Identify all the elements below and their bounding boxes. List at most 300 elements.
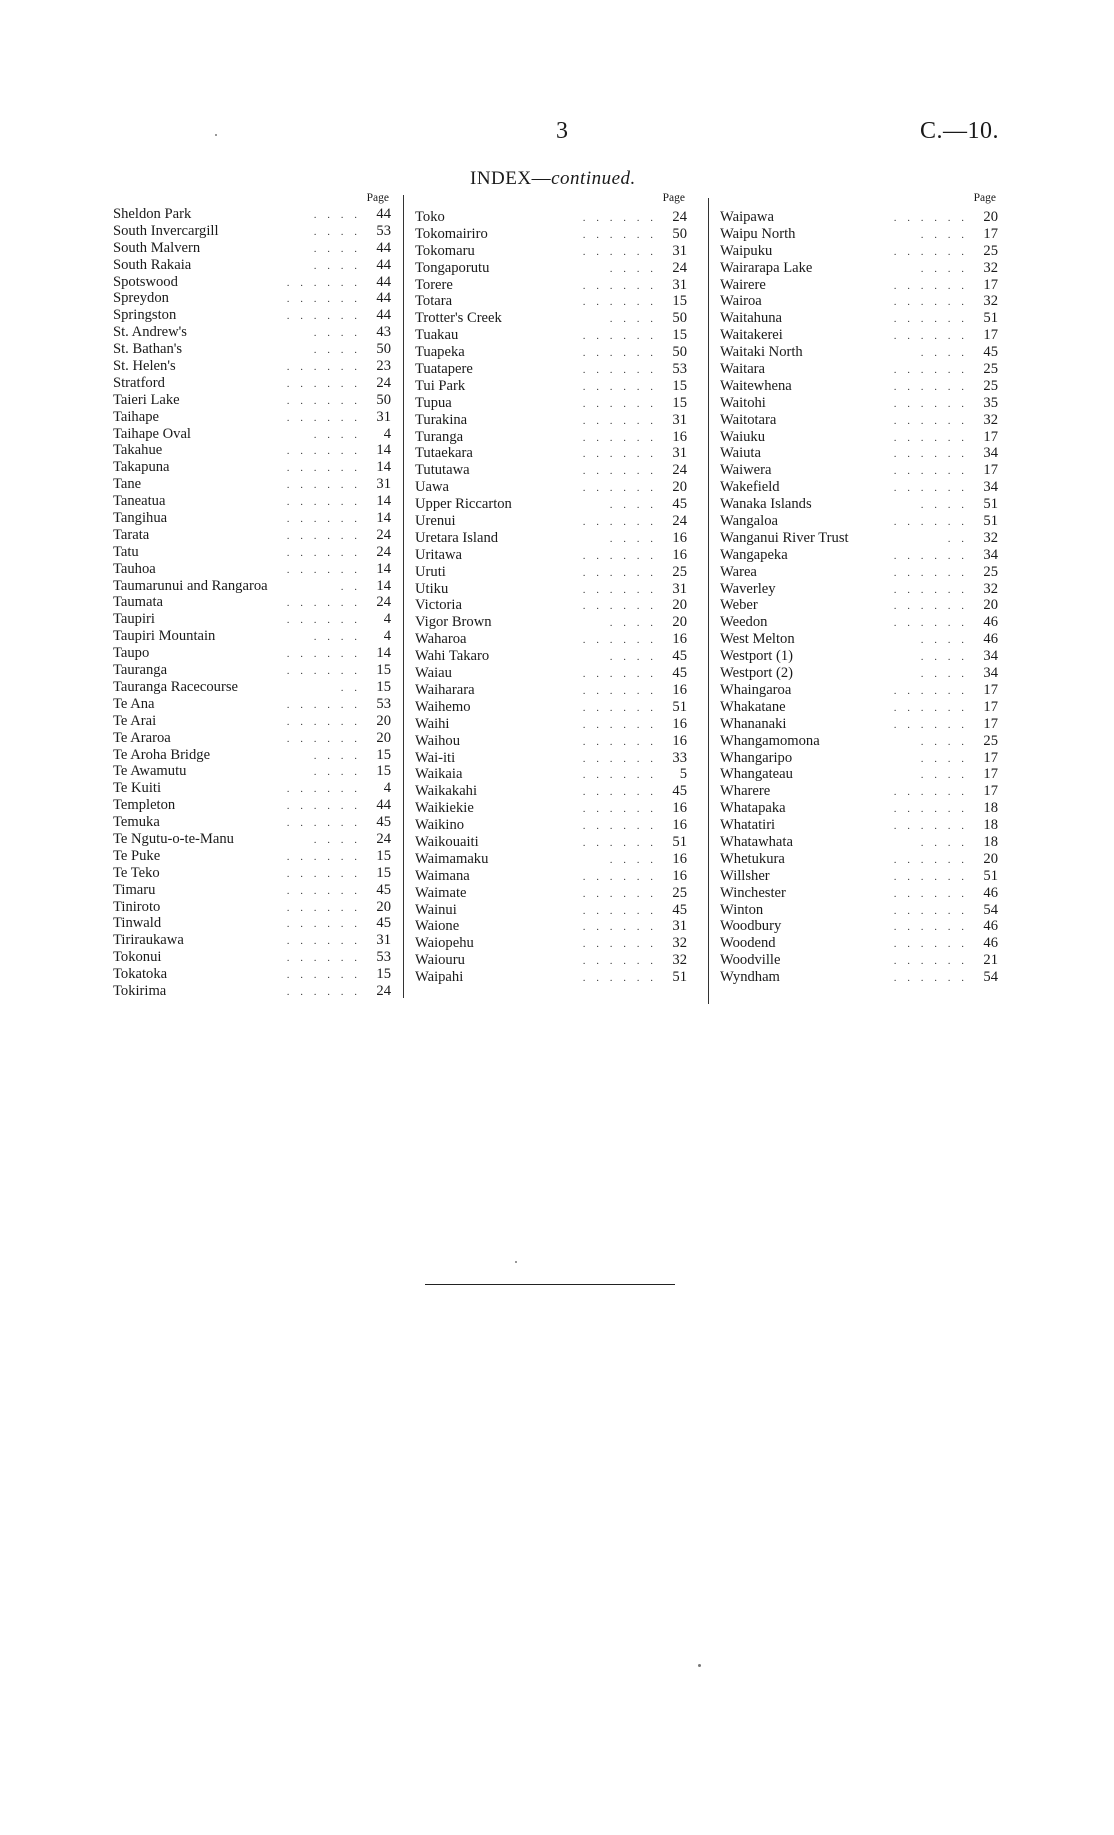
index-entry	[415, 665, 687, 682]
index-entry	[415, 750, 687, 767]
entry-name: Weber	[720, 597, 758, 614]
dot-leader: . . . . . .	[893, 600, 968, 613]
entry-name: Wairere	[720, 276, 766, 293]
entry-page-number: 4	[383, 611, 391, 628]
entry-page-number: 17	[983, 681, 998, 698]
entry-page-number: 20	[672, 479, 687, 496]
entry-name: Wakefield	[720, 479, 780, 496]
index-entry	[720, 631, 998, 648]
index-entry	[113, 442, 391, 459]
page-column-heading: Page	[662, 192, 685, 204]
entry-page-number: 50	[672, 225, 687, 242]
entry-name: Turanga	[415, 428, 464, 445]
entry-name: Whangaripo	[720, 749, 793, 766]
entry-name: Tokatoka	[113, 966, 168, 983]
dot-leader: . . . . . .	[286, 513, 361, 526]
entry-page-number: 15	[672, 394, 687, 411]
entry-name: Tuatapere	[415, 361, 473, 378]
entry-page-number: 16	[672, 631, 687, 648]
dot-leader: . . . . . .	[582, 583, 657, 596]
entry-page-number: 45	[376, 915, 391, 932]
entry-page-number: 16	[672, 732, 687, 749]
dot-leader: . . . . . .	[582, 938, 657, 951]
dot-leader: . . . . . .	[893, 786, 968, 799]
index-entry	[113, 290, 391, 307]
index-entry	[113, 797, 391, 814]
index-entry	[720, 935, 998, 952]
dot-leader: . . . . . .	[582, 600, 657, 613]
index-entry	[415, 310, 687, 327]
entry-page-number: 25	[672, 563, 687, 580]
index-entry	[720, 361, 998, 378]
index-entry	[415, 902, 687, 919]
dot-leader: . . . . . .	[286, 546, 361, 559]
entry-name: Tuakau	[415, 327, 459, 344]
entry-name: Taumarunui and Rangaroa	[113, 577, 268, 594]
dot-leader: . . . . . .	[286, 310, 361, 323]
entry-page-number: 15	[376, 678, 391, 695]
dot-leader: . . . .	[609, 651, 657, 664]
entry-page-number: 24	[672, 462, 687, 479]
index-entry	[720, 665, 998, 682]
entry-name: Woodville	[720, 952, 781, 969]
entry-page-number: 17	[983, 766, 998, 783]
dot-leader: . . . . . .	[893, 397, 968, 410]
dot-leader: . . . . . .	[286, 783, 361, 796]
entry-page-number: 15	[376, 847, 391, 864]
index-entry	[113, 594, 391, 611]
index-entry	[113, 865, 391, 882]
dot-leader: . . . . . .	[582, 431, 657, 444]
dot-leader: . . . . . .	[893, 870, 968, 883]
entry-page-number: 35	[983, 394, 998, 411]
index-entry	[415, 885, 687, 902]
dot-leader: . . . .	[313, 225, 361, 238]
entry-name: Uritawa	[415, 546, 463, 563]
index-entry	[720, 395, 998, 412]
index-entry	[415, 631, 687, 648]
entry-page-number: 14	[376, 442, 391, 459]
index-entry	[113, 307, 391, 324]
entry-name: Temuka	[113, 814, 160, 831]
end-rule	[425, 1284, 675, 1285]
entry-page-number: 25	[983, 377, 998, 394]
entry-page-number: 17	[983, 327, 998, 344]
index-entry	[113, 223, 391, 240]
dot-leader: . . . . . .	[286, 935, 361, 948]
entry-name: Te Teko	[113, 864, 160, 881]
entry-name: Tokirima	[113, 982, 167, 999]
dot-leader: . . . . . .	[286, 648, 361, 661]
index-entry	[113, 628, 391, 645]
entry-page-number: 44	[376, 239, 391, 256]
dot-leader: . . . . . .	[582, 380, 657, 393]
entry-name: Taupiri Mountain	[113, 628, 216, 645]
entry-name: Waitohi	[720, 394, 766, 411]
dot-leader: . . . . . .	[582, 887, 657, 900]
entry-name: Wai-iti	[415, 749, 456, 766]
entry-name: Whangateau	[720, 766, 793, 783]
dot-leader: . . . . . .	[286, 969, 361, 982]
entry-name: Waimate	[415, 884, 467, 901]
entry-name: Uruti	[415, 563, 446, 580]
dot-leader: . . . . . .	[582, 245, 657, 258]
index-entry	[113, 611, 391, 628]
entry-name: West Melton	[720, 631, 795, 648]
index-entry	[720, 344, 998, 361]
entry-name: Waikakahi	[415, 783, 478, 800]
index-entry	[415, 800, 687, 817]
entry-name: Whaingaroa	[720, 681, 792, 698]
entry-name: Taihape	[113, 408, 159, 425]
entry-page-number: 20	[983, 850, 998, 867]
entry-page-number: 31	[672, 242, 687, 259]
dot-leader: . . . .	[920, 499, 968, 512]
dot-leader: . . . .	[313, 833, 361, 846]
entry-name: Westport (2)	[720, 665, 793, 682]
dot-leader: . . . . . .	[582, 364, 657, 377]
entry-page-number: 16	[672, 850, 687, 867]
entry-name: Whakatane	[720, 698, 786, 715]
entry-page-number: 4	[383, 780, 391, 797]
entry-name: Waipawa	[720, 209, 774, 225]
dot-leader: . . . . . .	[582, 668, 657, 681]
index-entry	[113, 459, 391, 476]
entry-name: Tarata	[113, 526, 150, 543]
index-entry	[113, 392, 391, 409]
entry-name: Winchester	[720, 884, 786, 901]
entry-name: Wanganui River Trust	[720, 529, 849, 546]
entry-name: Warea	[720, 563, 757, 580]
entry-name: Waiuku	[720, 428, 766, 445]
entry-page-number: 32	[983, 293, 998, 310]
entry-name: Totara	[415, 293, 453, 310]
entry-page-number: 31	[672, 276, 687, 293]
index-entry	[720, 209, 998, 226]
dot-leader: . . . . . .	[893, 887, 968, 900]
dot-leader: . . . .	[920, 668, 968, 681]
entry-name: Tiriraukawa	[113, 932, 184, 949]
index-entry	[720, 733, 998, 750]
entry-name: Upper Riccarton	[415, 496, 512, 513]
dot-leader: . . . . . .	[893, 820, 968, 833]
entry-page-number: 16	[672, 715, 687, 732]
entry-page-number: 20	[376, 898, 391, 915]
entry-page-number: 32	[983, 411, 998, 428]
index-entry	[720, 581, 998, 598]
entry-page-number: 25	[983, 563, 998, 580]
index-entry	[415, 682, 687, 699]
index-entry	[113, 932, 391, 949]
dot-leader: . . . . . .	[582, 820, 657, 833]
entry-name: Tokonui	[113, 949, 162, 966]
index-entry	[720, 800, 998, 817]
entry-name: Te Ana	[113, 695, 155, 712]
index-entry	[415, 496, 687, 513]
index-title	[470, 168, 636, 190]
entry-page-number: 16	[672, 867, 687, 884]
entry-name: Taumata	[113, 594, 164, 611]
dot-leader: . . . . . .	[893, 972, 968, 985]
entry-page-number: 24	[376, 982, 391, 999]
entry-page-number: 17	[983, 783, 998, 800]
entry-page-number: 45	[983, 344, 998, 361]
index-entry	[113, 476, 391, 493]
dot-leader: . . . . . .	[582, 870, 657, 883]
entry-name: Tuapeka	[415, 344, 465, 361]
entry-page-number: 31	[672, 445, 687, 462]
dot-leader: . . . . . .	[893, 718, 968, 731]
dot-leader: . . . .	[313, 428, 361, 441]
dot-leader: . . . . . .	[893, 938, 968, 951]
index-entry	[720, 429, 998, 446]
dot-leader: . . . . . .	[582, 735, 657, 748]
dot-leader: . . . .	[609, 313, 657, 326]
dot-leader: . . . .	[313, 749, 361, 762]
dot-leader: . . . . . .	[893, 279, 968, 292]
entry-page-number: 32	[672, 952, 687, 969]
index-entry	[113, 780, 391, 797]
index-entry	[720, 682, 998, 699]
index-entry	[415, 834, 687, 851]
entry-page-number: 4	[383, 425, 391, 442]
entry-page-number: 33	[672, 749, 687, 766]
dot-leader: . . . . . .	[893, 448, 968, 461]
entry-page-number: 31	[672, 918, 687, 935]
dot-leader: . . . . . .	[893, 549, 968, 562]
entry-name: Te Arai	[113, 712, 157, 729]
dot-leader: . . . . . .	[893, 955, 968, 968]
index-entry	[415, 530, 687, 547]
entry-page-number: 32	[983, 580, 998, 597]
entry-name: Utiku	[415, 580, 449, 597]
entry-name: Tututawa	[415, 462, 470, 479]
entry-name: Spreydon	[113, 290, 169, 307]
index-entry	[415, 445, 687, 462]
entry-page-number: 17	[983, 749, 998, 766]
dot-leader: . . . . . .	[286, 529, 361, 542]
dot-leader: . . . . . .	[893, 330, 968, 343]
index-entry	[113, 578, 391, 595]
entry-name: Whangamomona	[720, 732, 820, 749]
index-entry	[720, 885, 998, 902]
entry-name: Tane	[113, 476, 142, 493]
dot-leader: . . . . . .	[286, 479, 361, 492]
entry-name: Torere	[415, 276, 453, 293]
entry-page-number: 44	[376, 797, 391, 814]
index-entry	[720, 868, 998, 885]
dot-leader: . . . . . .	[286, 293, 361, 306]
entry-page-number: 51	[672, 969, 687, 986]
index-column-2	[415, 192, 687, 986]
entry-name: Te Awamutu	[113, 763, 187, 780]
print-speck	[215, 134, 217, 136]
entry-page-number: 25	[672, 884, 687, 901]
entry-page-number: 34	[983, 445, 998, 462]
dot-leader: . . . . . .	[893, 212, 968, 224]
entry-page-number: 34	[983, 479, 998, 496]
dot-leader: . . . . . .	[582, 972, 657, 985]
index-entry	[415, 817, 687, 834]
entry-name: Tinwald	[113, 915, 162, 932]
entry-name: Wainui	[415, 901, 457, 918]
entry-page-number: 24	[672, 513, 687, 530]
dot-leader: . . . . . .	[286, 597, 361, 610]
dot-leader: . . . . . .	[286, 715, 361, 728]
entry-name: Takahue	[113, 442, 163, 459]
entry-name: Waiharara	[415, 681, 475, 698]
entry-page-number: 53	[672, 361, 687, 378]
entry-name: Willsher	[720, 867, 770, 884]
entry-page-number: 20	[983, 597, 998, 614]
entry-name: Te Araroa	[113, 729, 171, 746]
entry-name: Toko	[415, 209, 445, 225]
entry-page-number: 15	[672, 327, 687, 344]
entry-name: Spotswood	[113, 273, 178, 290]
index-entry	[415, 513, 687, 530]
index-entry	[720, 750, 998, 767]
dot-leader: . . . . . .	[893, 904, 968, 917]
entry-name: Urenui	[415, 513, 456, 530]
entry-page-number: 31	[672, 411, 687, 428]
index-entry	[415, 868, 687, 885]
entry-page-number: 20	[376, 712, 391, 729]
entry-name: Whatapaka	[720, 800, 786, 817]
dot-leader: . . . . . .	[893, 296, 968, 309]
entry-name: St. Andrew's	[113, 324, 187, 341]
index-entry	[720, 699, 998, 716]
dot-leader: . . . . . .	[582, 803, 657, 816]
dot-leader: . . . . . .	[286, 918, 361, 931]
index-entry	[415, 648, 687, 665]
entry-name: Wairoa	[720, 293, 762, 310]
entry-name: Winton	[720, 901, 764, 918]
index-entry	[720, 648, 998, 665]
entry-name: Whetukura	[720, 850, 785, 867]
dot-leader: . . . . . .	[893, 701, 968, 714]
entry-name: Wyndham	[720, 969, 780, 986]
dot-leader: . . . .	[920, 634, 968, 647]
index-entry	[415, 260, 687, 277]
entry-page-number: 44	[376, 273, 391, 290]
index-entry	[415, 766, 687, 783]
column-divider	[708, 198, 709, 1004]
entry-name: Wanaka Islands	[720, 496, 812, 513]
entry-page-number: 18	[983, 833, 998, 850]
entry-page-number: 20	[672, 614, 687, 631]
dot-leader: . . . . . .	[582, 921, 657, 934]
entry-page-number: 5	[679, 766, 687, 783]
entry-name: Uawa	[415, 479, 450, 496]
index-entry	[415, 378, 687, 395]
index-entry	[720, 513, 998, 530]
index-entry	[113, 730, 391, 747]
page-column-heading: Page	[973, 192, 996, 204]
dot-leader: . . . . . .	[286, 698, 361, 711]
dot-leader: . . . . . .	[582, 634, 657, 647]
entry-name: Turakina	[415, 411, 468, 428]
dot-leader: . . . . . .	[893, 516, 968, 529]
entry-name: Waihi	[415, 715, 450, 732]
entry-page-number: 53	[376, 222, 391, 239]
index-entry	[113, 848, 391, 865]
entry-name: South Invercargill	[113, 222, 219, 239]
entry-name: South Rakaia	[113, 256, 192, 273]
dot-leader: . . . . . .	[286, 850, 361, 863]
entry-name: Waiau	[415, 665, 452, 682]
index-entry	[113, 696, 391, 713]
dot-leader: . . . . . .	[893, 364, 968, 377]
index-entry	[113, 324, 391, 341]
index-entry	[113, 493, 391, 510]
entry-name: Waipu North	[720, 225, 796, 242]
dot-leader: . . . .	[920, 262, 968, 275]
entry-page-number: 24	[376, 594, 391, 611]
dot-leader: . . . . . .	[582, 701, 657, 714]
dot-leader: . . . . . .	[893, 380, 968, 393]
entry-page-number: 54	[983, 969, 998, 986]
dot-leader: . . . . . .	[582, 718, 657, 731]
dot-leader: . . . . . .	[582, 836, 657, 849]
entry-name: Timaru	[113, 881, 156, 898]
index-entry	[720, 597, 998, 614]
dot-leader: . . . .	[920, 769, 968, 782]
entry-name: St. Helen's	[113, 358, 176, 375]
index-entry	[415, 918, 687, 935]
dot-leader: . . . .	[313, 259, 361, 272]
dot-leader: . . . . . .	[893, 414, 968, 427]
entry-name: Whatatiri	[720, 817, 776, 834]
entry-name: Whananaki	[720, 715, 787, 732]
index-entry	[415, 344, 687, 361]
entry-name: Waiuta	[720, 445, 761, 462]
dot-leader: . . . . . .	[893, 482, 968, 495]
dot-leader: . . . . . .	[582, 397, 657, 410]
entry-page-number: 20	[983, 209, 998, 225]
index-entry	[415, 581, 687, 598]
index-entry	[113, 882, 391, 899]
dot-leader: . . . . . .	[286, 496, 361, 509]
entry-page-number: 46	[983, 935, 998, 952]
dot-leader: . . . . . .	[582, 279, 657, 292]
entry-name: Waikiekie	[415, 800, 474, 817]
entry-page-number: 32	[983, 529, 998, 546]
index-entry	[113, 983, 391, 1000]
entry-page-number: 51	[983, 513, 998, 530]
dot-leader: . . . . . .	[893, 853, 968, 866]
dot-leader: . . . .	[313, 766, 361, 779]
dot-leader: . . . .	[609, 499, 657, 512]
index-entry	[415, 462, 687, 479]
entry-name: Waione	[415, 918, 460, 935]
dot-leader: . . . .	[920, 651, 968, 664]
index-entry	[113, 206, 391, 223]
dot-leader: . . . . . .	[893, 803, 968, 816]
dot-leader: . . . . . .	[286, 867, 361, 880]
entry-page-number: 31	[672, 580, 687, 597]
index-entry	[113, 561, 391, 578]
dot-leader: . . . . . .	[582, 769, 657, 782]
entry-page-number: 32	[983, 259, 998, 276]
entry-page-number: 14	[376, 577, 391, 594]
index-entry	[720, 530, 998, 547]
dot-leader: . . . . . .	[582, 228, 657, 241]
entry-name: Tutaekara	[415, 445, 473, 462]
entry-page-number: 25	[983, 732, 998, 749]
index-entry	[113, 831, 391, 848]
entry-page-number: 24	[376, 830, 391, 847]
entry-page-number: 16	[672, 546, 687, 563]
